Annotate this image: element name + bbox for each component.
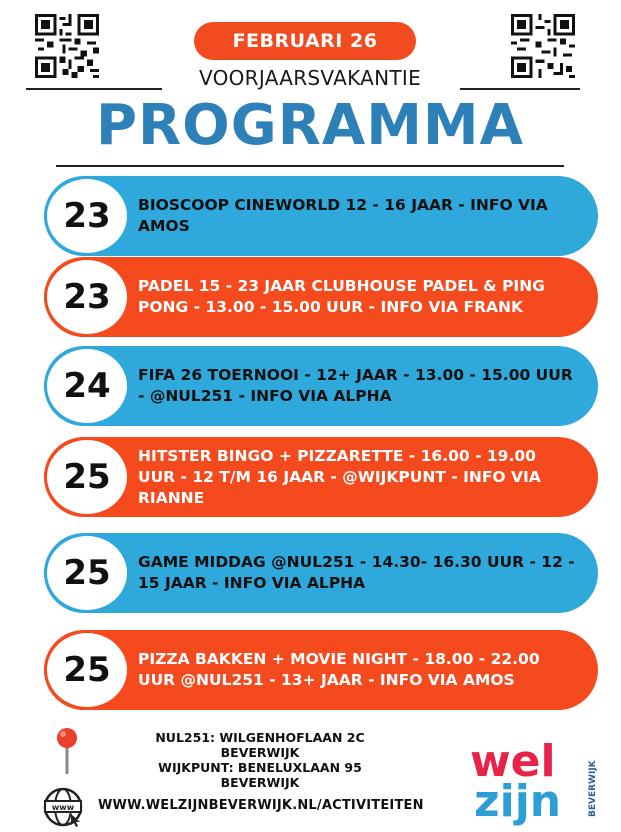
logo-wel: wel bbox=[470, 736, 556, 787]
day-badge bbox=[44, 257, 130, 337]
location-pin-icon bbox=[52, 726, 82, 776]
address-line: WIJKPUNT: BENELUXLAAN 95 bbox=[158, 760, 362, 775]
event-description: BIOSCOOP CINEWORLD 12 - 16 JAAR - INFO VIA AMOS bbox=[138, 196, 548, 235]
day-number: 23 bbox=[63, 196, 111, 236]
day-number: 25 bbox=[63, 650, 111, 690]
welzijn-logo bbox=[470, 736, 610, 832]
month-badge: FEBRUARI 26 bbox=[194, 22, 416, 60]
address-line: BEVERWIJK bbox=[220, 745, 300, 760]
event-description: PADEL 15 - 23 JAAR CLUBHOUSE PADEL & PING PONG - 13.00 - 15.00 UUR - INFO VIA FRANK bbox=[138, 277, 545, 316]
address-block bbox=[130, 730, 390, 790]
event-description: PIZZA BAKKEN + MOVIE NIGHT - 18.00 - 22.00 UUR @NUL251 - 13+ JAAR - INFO VIA AMOS bbox=[138, 650, 540, 689]
event-row bbox=[44, 630, 598, 710]
website-link[interactable]: WWW.WELZIJNBEVERWIJK.NL/ACTIVITEITEN bbox=[98, 798, 424, 813]
event-row bbox=[44, 176, 598, 256]
qr-code-right bbox=[511, 14, 575, 78]
day-number: 24 bbox=[63, 366, 111, 406]
logo-side-text: BEVERWIJK bbox=[588, 760, 598, 818]
www-label: www bbox=[51, 803, 75, 812]
globe-icon bbox=[42, 786, 84, 828]
subtitle: VOORJAARSVAKANTIE bbox=[198, 66, 422, 90]
header-rule-left bbox=[26, 88, 162, 90]
event-row bbox=[44, 257, 598, 337]
day-number: 25 bbox=[63, 553, 111, 593]
logo-zijn: zijn bbox=[474, 776, 562, 827]
title-underline bbox=[56, 165, 564, 167]
address-line: NUL251: WILGENHOFLAAN 2C bbox=[155, 730, 365, 745]
event-row bbox=[44, 533, 598, 613]
event-description: HITSTER BINGO + PIZZARETTE - 16.00 - 19.00 UUR - 12 T/M 16 JAAR - @WIJKPUNT - INFO VIA RIANNE bbox=[138, 446, 541, 507]
page-title: PROGRAMMA bbox=[96, 93, 524, 158]
event-description: FIFA 26 TOERNOOI - 12+ JAAR - 13.00 - 15.00 UUR - @NUL251 - INFO VIA ALPHA bbox=[138, 366, 573, 405]
day-badge bbox=[44, 176, 130, 256]
address-line: BEVERWIJK bbox=[220, 775, 300, 790]
event-row bbox=[44, 346, 598, 426]
event-row bbox=[44, 437, 598, 517]
day-number: 25 bbox=[63, 457, 111, 497]
day-badge bbox=[44, 630, 130, 710]
day-number: 23 bbox=[63, 277, 111, 317]
qr-code-left bbox=[35, 14, 99, 78]
day-badge bbox=[44, 346, 130, 426]
event-description: GAME MIDDAG @NUL251 - 14.30- 16.30 UUR - 12 - 15 JAAR - INFO VIA ALPHA bbox=[138, 553, 575, 592]
day-badge bbox=[44, 437, 130, 517]
header-rule-right bbox=[460, 88, 580, 90]
day-badge bbox=[44, 533, 130, 613]
